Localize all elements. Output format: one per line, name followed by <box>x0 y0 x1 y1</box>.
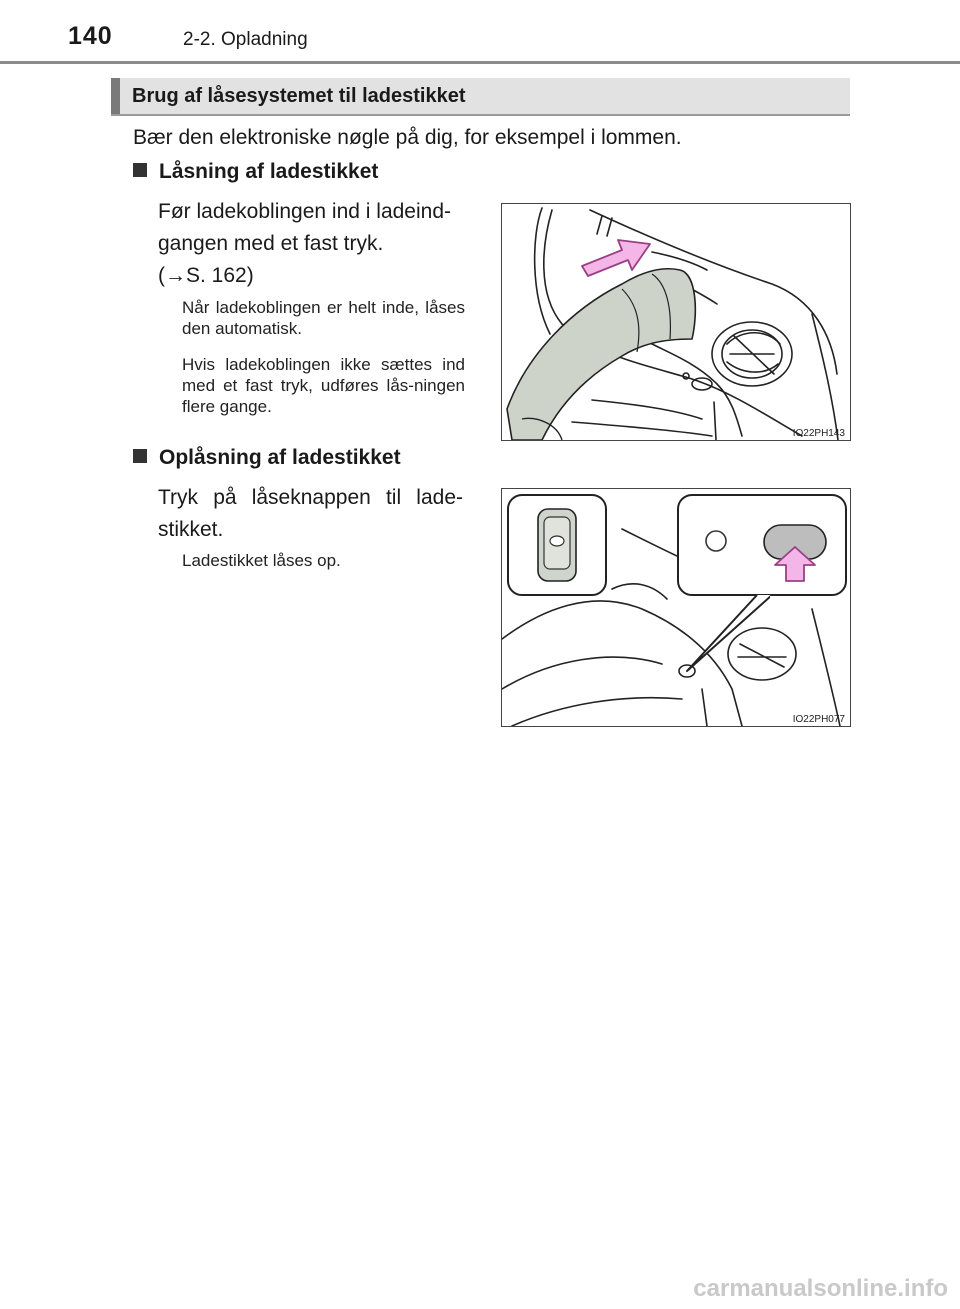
locking-reference: (→S. 162) <box>158 264 254 287</box>
lock-button-illustration <box>502 489 850 726</box>
push-arrow-icon <box>582 240 650 276</box>
locking-note-2: Hvis ladekoblingen ikke sættes ind med et fast tryk, udføres lås-ningen flere gange. <box>182 355 465 416</box>
indicator-circle <box>706 531 726 551</box>
section-title: Brug af låsesystemet til ladestikket <box>132 85 466 107</box>
bullet-square-icon <box>133 449 147 463</box>
figure-code: IO22PH143 <box>792 428 845 439</box>
electronic-key-icon <box>538 509 576 581</box>
locking-heading <box>133 160 378 184</box>
locking-heading-text: Låsning af ladestikket <box>159 160 379 183</box>
section-heading-bar <box>111 78 850 116</box>
unlocking-heading-text: Oplåsning af ladestikket <box>159 446 401 469</box>
locking-instruction-line1: Før ladekoblingen ind i ladeind- <box>158 200 452 223</box>
locking-note-1: Når ladekoblingen er helt inde, låses den automatisk. <box>182 298 465 338</box>
unlocking-figure <box>501 488 851 727</box>
bullet-square-icon <box>133 163 147 177</box>
locking-instruction <box>158 196 468 292</box>
chapter-title: 2-2. Opladning <box>183 29 308 50</box>
watermark: carmanualsonline.info <box>693 1275 948 1302</box>
unlocking-instruction: Tryk på låseknappen til lade-stikket. <box>158 486 463 541</box>
charge-port-illustration <box>502 204 850 440</box>
page-number: 140 <box>68 22 113 50</box>
locking-instruction-line2: gangen med et fast tryk. <box>158 232 384 255</box>
unlocking-heading <box>133 446 401 470</box>
figure-code: IO22PH077 <box>792 714 845 725</box>
unlocking-note: Ladestikket låses op. <box>182 551 341 570</box>
locking-figure <box>501 203 851 441</box>
header-rule <box>0 61 960 64</box>
charging-connector-shape <box>507 269 695 440</box>
section-heading-accent <box>111 78 120 114</box>
intro-text: Bær den elektroniske nøgle på dig, for eksempel i lommen. <box>133 126 682 149</box>
